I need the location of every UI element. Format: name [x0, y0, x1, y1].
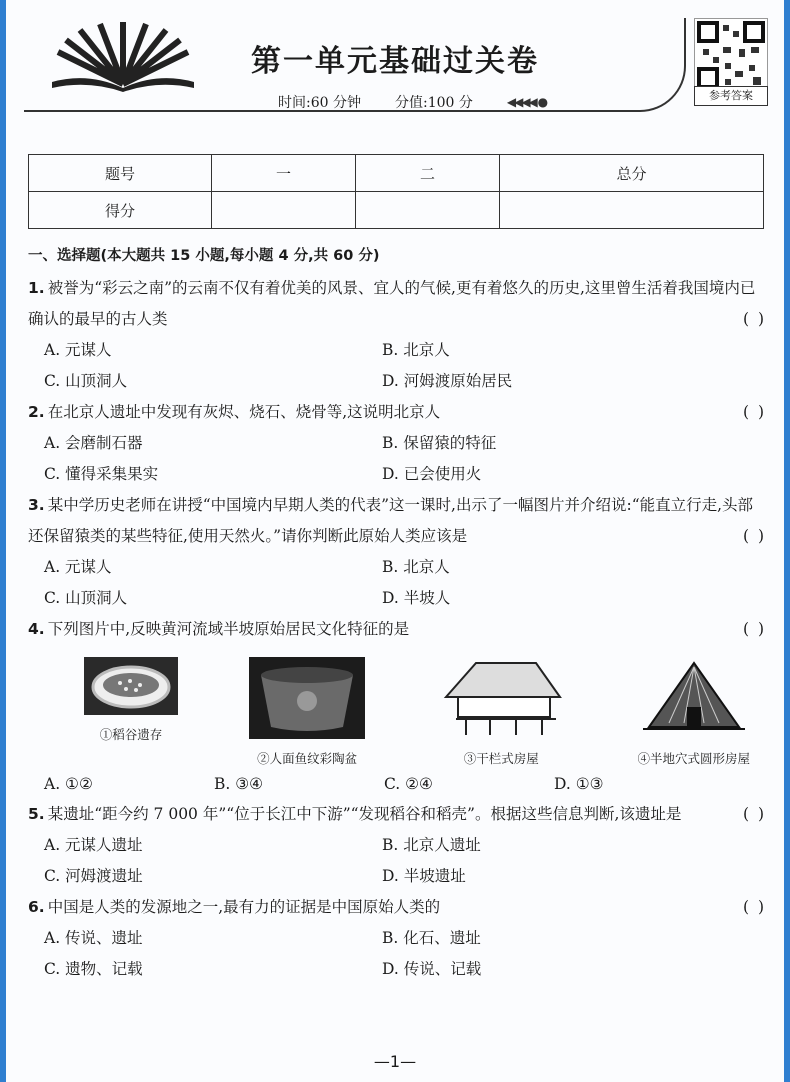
- question-number: 2.: [28, 403, 45, 421]
- answer-blank[interactable]: ( ): [742, 620, 766, 638]
- option[interactable]: B. 保留猿的特征: [382, 434, 497, 452]
- arrow-decor-icon: ◀◀◀◀ ●: [506, 95, 547, 109]
- question: [28, 273, 768, 335]
- figure-caption: ④半地穴式圆形房屋: [637, 751, 750, 766]
- options: [28, 335, 768, 397]
- question-number: 1.: [28, 279, 45, 297]
- option[interactable]: C. 遗物、记载: [44, 960, 143, 978]
- options: [28, 552, 768, 614]
- score-input-cell[interactable]: [500, 192, 764, 229]
- options: [28, 923, 768, 985]
- figure-caption: ②人面鱼纹彩陶盆: [257, 751, 358, 766]
- page-number: —1—: [373, 1052, 417, 1071]
- total-score: 分值:100 分: [394, 95, 473, 111]
- option[interactable]: B. 北京人遗址: [382, 836, 481, 854]
- option[interactable]: A. 传说、遗址: [44, 929, 143, 947]
- option[interactable]: C. ②④: [384, 775, 433, 793]
- time-limit: 时间:60 分钟: [278, 95, 361, 111]
- table-cell: 题号: [29, 155, 212, 192]
- option[interactable]: D. 河姆渡原始居民: [382, 372, 513, 390]
- section-title: 一、选择题(本大题共 15 小题,每小题 4 分,共 60 分): [28, 248, 380, 264]
- table-cell: 二: [356, 155, 500, 192]
- option[interactable]: A. ①②: [44, 775, 93, 793]
- answer-blank[interactable]: ( ): [742, 310, 766, 328]
- question-number: 3.: [28, 496, 45, 514]
- figure-pit-house: [637, 657, 750, 769]
- option[interactable]: D. 半坡遗址: [382, 867, 466, 885]
- score-input-cell[interactable]: [356, 192, 500, 229]
- question-number: 4.: [28, 620, 45, 638]
- figure-caption: ③干栏式房屋: [463, 751, 539, 766]
- option[interactable]: B. 北京人: [382, 341, 450, 359]
- answer-blank[interactable]: ( ): [742, 805, 766, 823]
- rice-bowl-icon: [84, 657, 178, 715]
- question-list: [28, 244, 768, 985]
- figure-rice: [84, 657, 178, 769]
- option[interactable]: A. 元谋人遗址: [44, 836, 143, 854]
- question: [28, 490, 768, 552]
- table-cell: 得分: [29, 192, 212, 229]
- question-text: 中国是人类的发源地之一,最有力的证据是中国原始人类的: [47, 898, 441, 916]
- options: [28, 428, 768, 490]
- table-row: [29, 155, 764, 192]
- question-number: 6.: [28, 898, 45, 916]
- figure-pottery: [249, 657, 365, 769]
- question-text: 下列图片中,反映黄河流域半坡原始居民文化特征的是: [47, 620, 410, 638]
- option[interactable]: B. 化石、遗址: [382, 929, 481, 947]
- figure-stilt-house: [436, 657, 566, 769]
- options: [28, 830, 768, 892]
- question-text: 某遗址“距今约 7 000 年”“位于长江中下游”“发现稻谷和稻壳”。根据这些信息判断,该遗址是: [47, 805, 682, 823]
- question: [28, 397, 768, 428]
- question: [28, 892, 768, 923]
- option[interactable]: A. 元谋人: [44, 341, 112, 359]
- option[interactable]: C. 山顶洞人: [44, 589, 128, 607]
- option[interactable]: C. 河姆渡遗址: [44, 867, 143, 885]
- qr-label: 参考答案: [694, 86, 768, 106]
- exam-meta: [278, 92, 546, 112]
- option[interactable]: D. 已会使用火: [382, 465, 482, 483]
- options: [28, 769, 768, 799]
- option[interactable]: D. 传说、记载: [382, 960, 482, 978]
- question-text: 被誉为“彩云之南”的云南不仅有着优美的风景、宜人的气候,更有着悠久的历史,这里曾生活着我国境内已确认的最早的古人类: [28, 279, 756, 328]
- pottery-basin-icon: [249, 657, 365, 739]
- answer-blank[interactable]: ( ): [742, 898, 766, 916]
- question-number: 5.: [28, 805, 45, 823]
- score-table: [28, 154, 764, 229]
- score-input-cell[interactable]: [212, 192, 356, 229]
- option[interactable]: C. 山顶洞人: [44, 372, 128, 390]
- question: [28, 799, 768, 830]
- option[interactable]: B. 北京人: [382, 558, 450, 576]
- table-row: [29, 192, 764, 229]
- page-title: 第一单元基础过关卷: [251, 44, 539, 79]
- option[interactable]: D. ①③: [554, 775, 604, 793]
- option[interactable]: A. 会磨制石器: [44, 434, 143, 452]
- figure-row: [28, 645, 768, 769]
- question-text: 在北京人遗址中发现有灰烬、烧石、烧骨等,这说明北京人: [47, 403, 441, 421]
- option[interactable]: B. ③④: [214, 775, 264, 793]
- table-cell: 一: [212, 155, 356, 192]
- option[interactable]: C. 懂得采集果实: [44, 465, 159, 483]
- question: [28, 614, 768, 645]
- answer-blank[interactable]: ( ): [742, 403, 766, 421]
- figure-caption: ①稻谷遗存: [99, 727, 163, 742]
- qr-code-icon: [694, 18, 768, 92]
- option[interactable]: A. 元谋人: [44, 558, 112, 576]
- question-text: 某中学历史老师在讲授“中国境内早期人类的代表”这一课时,出示了一幅图片并介绍说:“能直立行走,头部还保留猿类的某些特征,使用天然火。”请你判断此原始人类应该是: [28, 496, 754, 545]
- round-hut-icon: [639, 657, 749, 739]
- option[interactable]: D. 半坡人: [382, 589, 451, 607]
- stilt-house-icon: [436, 657, 566, 739]
- table-cell: 总分: [500, 155, 764, 192]
- answer-blank[interactable]: ( ): [742, 527, 766, 545]
